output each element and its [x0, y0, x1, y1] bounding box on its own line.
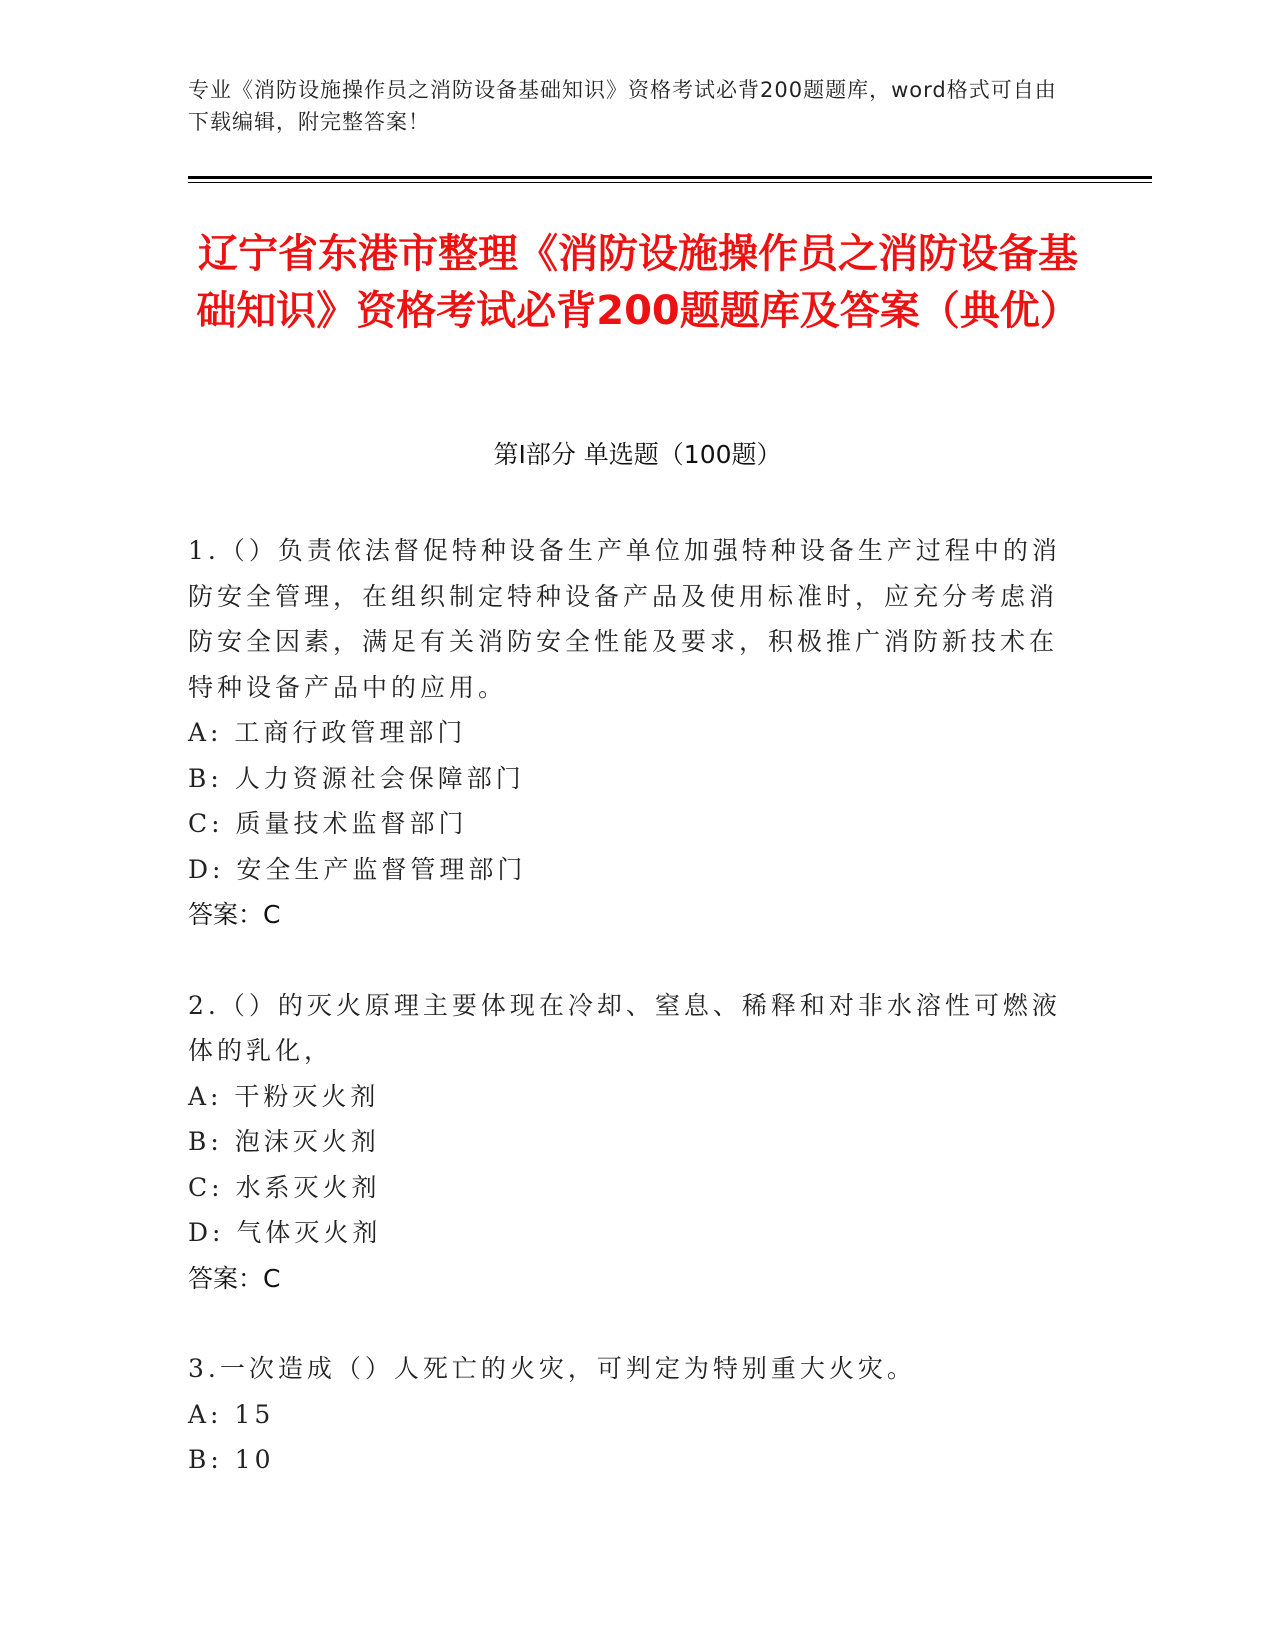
header-rule-thick	[188, 176, 1152, 179]
section-heading: 第I部分 单选题（100题）	[493, 440, 782, 469]
option-b: B: 泡沫灭火剂	[188, 1127, 380, 1156]
option-b: B: 10	[188, 1445, 275, 1474]
option-c: C: 质量技术监督部门	[188, 809, 468, 838]
option-a: A: 15	[188, 1399, 275, 1429]
option-c: C: 水系灭火剂	[188, 1172, 381, 1202]
question-list	[188, 528, 1078, 1483]
question-stem: 1.（）负责依法督促特种设备生产单位加强特种设备生产过程中的消防安全管理，在组织制定特种设备产品及使用标准时，应充分考虑消防安全因素，满足有关消防安全性能及要求，积极推广消防新技术在特种设备产品中的应用。	[188, 536, 1061, 702]
question-2	[188, 983, 1078, 1302]
document-title: 辽宁省东港市整理《消防设施操作员之消防设备基础知识》资格考试必背200题题库及答案（典优）	[196, 231, 1080, 334]
option-a: A: 工商行政管理部门	[188, 718, 467, 747]
question-spacer	[188, 938, 1078, 983]
answer: 答案：C	[188, 1263, 281, 1293]
question-1	[188, 528, 1078, 938]
question-3	[188, 1346, 1078, 1483]
option-b: B: 人力资源社会保障部门	[188, 763, 525, 793]
header-note: 专业《消防设施操作员之消防设备基础知识》资格考试必背200题题库，word格式可自由下载编辑，附完整答案！	[188, 78, 1057, 134]
question-spacer	[188, 1301, 1078, 1346]
option-d: D: 安全生产监督管理部门	[188, 854, 527, 884]
question-stem: 2.（）的灭火原理主要体现在冷却、窒息、稀释和对非水溶性可燃液体的乳化，	[188, 990, 1061, 1065]
option-d: D: 气体灭火剂	[188, 1218, 382, 1247]
question-stem: 3.一次造成（）人死亡的火灾，可判定为特别重大火灾。	[188, 1354, 916, 1383]
header-rule-thin	[188, 182, 1152, 183]
answer: 答案：C	[188, 900, 281, 929]
option-a: A: 干粉灭火剂	[188, 1081, 380, 1111]
